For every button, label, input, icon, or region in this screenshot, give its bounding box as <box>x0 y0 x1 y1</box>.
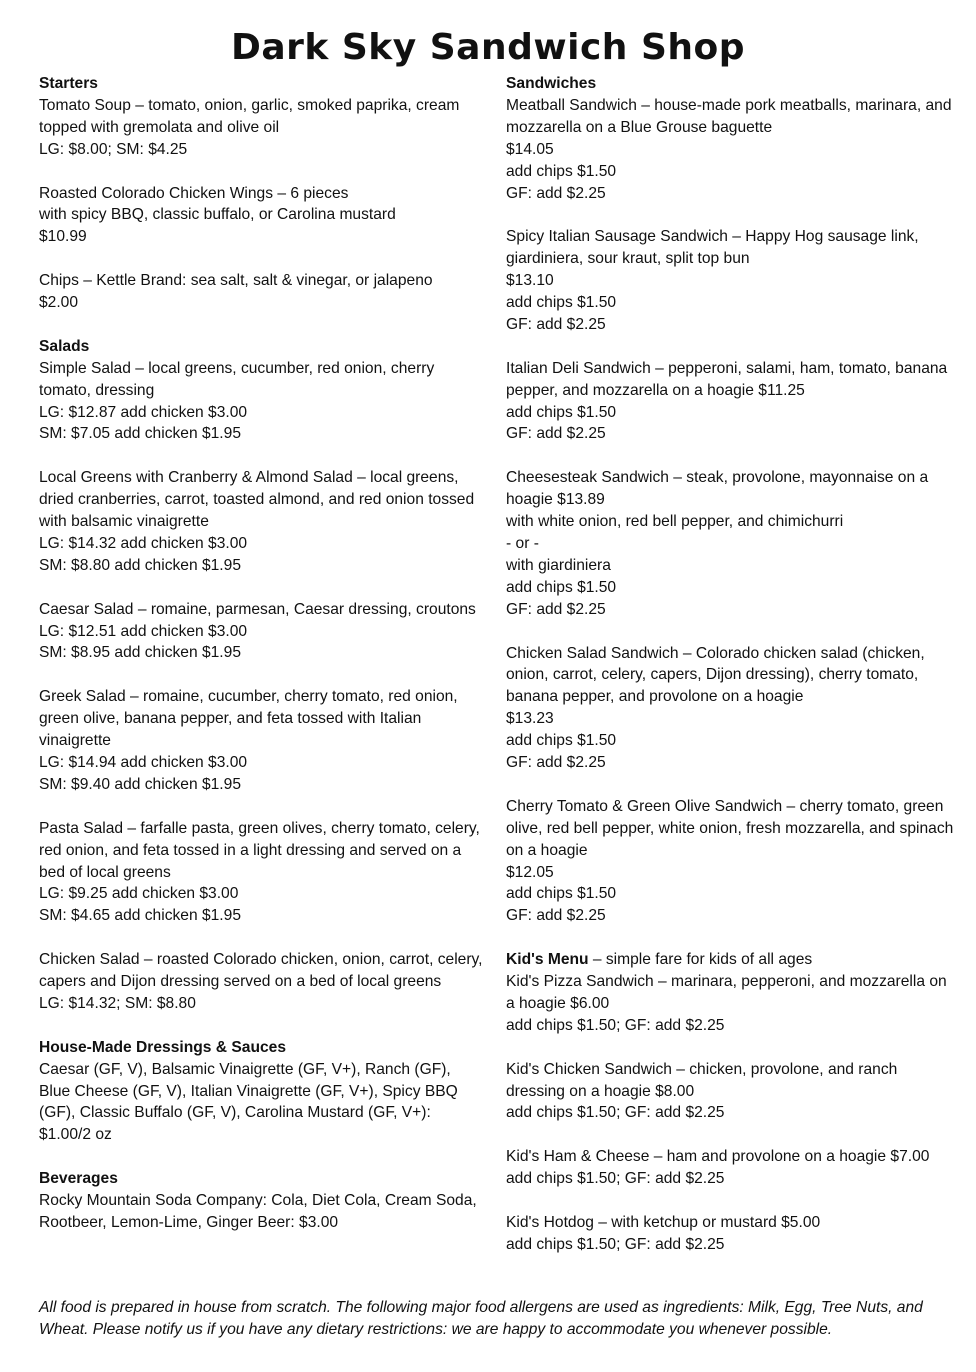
left-column <box>39 73 484 1234</box>
item-price: $10.99 <box>39 228 87 246</box>
item-description: Chips – Kettle Brand: sea salt, salt & vinegar, or jalapeno <box>39 272 433 290</box>
item-detail: GF: add $2.25 <box>506 600 606 618</box>
kids-list <box>506 971 956 1256</box>
item-detail: GF: add $2.25 <box>506 184 606 202</box>
item-detail: add chips $1.50 <box>506 885 617 903</box>
item-detail: with white onion, red bell pepper, and chimichurri <box>506 513 844 531</box>
item-description-extra: with spicy BBQ, classic buffalo, or Carolina mustard <box>39 206 396 224</box>
item-detail: - or - <box>506 534 539 552</box>
item-detail: GF: add $2.25 <box>506 425 606 443</box>
item-detail: add chips $1.50 <box>506 578 617 596</box>
menu-item <box>506 226 956 336</box>
item-description: Chicken Salad Sandwich – Colorado chicken salad (chicken, onion, carrot, celery, capers, Dijon dressing), cherry tomato, banana pepper, and provolone on a hoagie <box>506 644 925 706</box>
item-price-small: SM: $9.40 add chicken $1.95 <box>39 775 241 793</box>
menu-item <box>506 467 956 620</box>
item-detail: $13.23 <box>506 710 554 728</box>
item-detail: add chips $1.50 <box>506 162 617 180</box>
menu-item <box>506 796 956 927</box>
item-detail: with giardiniera <box>506 556 611 574</box>
sandwiches-heading: Sandwiches <box>506 75 597 92</box>
item-detail: add chips $1.50; GF: add $2.25 <box>506 1170 725 1188</box>
kids-heading-label: Kid's Menu <box>506 951 589 969</box>
item-detail: $13.10 <box>506 272 554 290</box>
menu-item <box>39 467 484 577</box>
item-price-large: LG: $14.32 add chicken $3.00 <box>39 534 248 552</box>
item-detail: $14.05 <box>506 140 554 158</box>
item-detail: add chips $1.50 <box>506 294 617 312</box>
item-price-large: LG: $12.87 add chicken $3.00 <box>39 403 248 421</box>
item-price-small: SM: $8.95 add chicken $1.95 <box>39 644 241 662</box>
item-price-small: SM: $7.05 add chicken $1.95 <box>39 425 241 443</box>
kids-subheading: – simple fare for kids of all ages <box>588 951 813 969</box>
item-description: Spicy Italian Sausage Sandwich – Happy Hog sausage link, giardiniera, sour kraut, split top bun <box>506 228 919 268</box>
dressings-block <box>39 1059 484 1147</box>
item-description: Pasta Salad – farfalle pasta, green olives, cherry tomato, celery, red onion, and feta tossed in a light dressing and served on a bed of local greens <box>39 819 480 881</box>
dressings-price: $1.00/2 oz <box>39 1126 112 1144</box>
item-detail: add chips $1.50; GF: add $2.25 <box>506 1016 725 1034</box>
item-price-large: LG: $12.51 add chicken $3.00 <box>39 622 248 640</box>
menu-item <box>39 686 484 796</box>
item-price: $2.00 <box>39 294 79 312</box>
dressings-list: Caesar (GF, V), Balsamic Vinaigrette (GF, V+), Ranch (GF), Blue Cheese (GF, V), Italian Vinaigrette (GF, V+), Spicy BBQ (GF), Classic Buffalo (GF, V), Carolina Mustard (GF, V+): <box>39 1060 458 1122</box>
allergen-note: All food is prepared in house from scratch. The following major food allergens are used as ingredients: Milk, Egg, Tree Nuts, and Wheat. Please notify us if you have any dietary restrictions: we are happy to accommodate you whenever possible. <box>39 1299 923 1338</box>
item-detail: add chips $1.50; GF: add $2.25 <box>506 1235 725 1253</box>
item-detail: $12.05 <box>506 863 554 881</box>
menu-item <box>506 1059 956 1125</box>
item-description: Kid's Pizza Sandwich – marinara, pepperoni, and mozzarella on a hoagie $6.00 <box>506 973 947 1012</box>
menu-item <box>39 599 484 665</box>
item-price-small: SM: $4.65 add chicken $1.95 <box>39 907 241 925</box>
menu-item <box>39 358 484 446</box>
salads-heading: Salads <box>39 337 90 355</box>
item-detail: add chips $1.50 <box>506 732 617 750</box>
item-description: Kid's Chicken Sandwich – chicken, provolone, and ranch dressing on a hoagie $8.00 <box>506 1060 898 1100</box>
kids-menu-heading <box>506 949 956 971</box>
item-description: Local Greens with Cranberry & Almond Salad – local greens, dried cranberries, carrot, toasted almond, and red onion tossed with balsamic vinaigrette <box>39 469 475 531</box>
dressings-heading: House-Made Dressings & Sauces <box>39 1038 286 1056</box>
item-description: Chicken Salad – roasted Colorado chicken, onion, carrot, celery, capers and Dijon dressing served on a bed of local greens <box>39 951 483 991</box>
item-detail: GF: add $2.25 <box>506 315 606 333</box>
sandwich-list <box>506 95 956 949</box>
item-detail: add chips $1.50; GF: add $2.25 <box>506 1104 725 1122</box>
menu-item <box>39 95 484 161</box>
item-price: LG: $8.00; SM: $4.25 <box>39 140 188 158</box>
menu-item <box>506 1212 956 1256</box>
beverages-text: Rocky Mountain Soda Company: Cola, Diet Cola, Cream Soda, Rootbeer, Lemon-Lime, Ginger Beer: $3.00 <box>39 1192 477 1231</box>
item-detail: GF: add $2.25 <box>506 754 606 772</box>
menu-item <box>506 358 956 446</box>
item-description: Roasted Colorado Chicken Wings – 6 pieces <box>39 184 349 202</box>
item-description: Meatball Sandwich – house-made pork meatballs, marinara, and mozzarella on a Blue Grouse baguette <box>506 96 952 136</box>
item-description: Caesar Salad – romaine, parmesan, Caesar dressing, croutons <box>39 600 476 618</box>
item-price-large: LG: $9.25 add chicken $3.00 <box>39 885 239 903</box>
menu-item <box>39 270 484 314</box>
item-description: Simple Salad – local greens, cucumber, red onion, cherry tomato, dressing <box>39 359 435 399</box>
item-description: Kid's Ham & Cheese – ham and provolone on a hoagie $7.00 <box>506 1148 930 1166</box>
page-title: Dark Sky Sandwich Shop <box>230 27 746 68</box>
menu-item <box>506 1146 956 1190</box>
item-description: Kid's Hotdog – with ketchup or mustard $5.00 <box>506 1213 821 1231</box>
item-description: Tomato Soup – tomato, onion, garlic, smoked paprika, cream topped with gremolata and olive oil <box>39 96 460 136</box>
item-description: Cherry Tomato & Green Olive Sandwich – cherry tomato, green olive, red bell pepper, white onion, fresh mozzarella, and spinach on a hoagie <box>506 797 954 859</box>
menu-item <box>39 949 484 1015</box>
item-price: LG: $14.32; SM: $8.80 <box>39 994 196 1012</box>
menu-item <box>39 818 484 928</box>
item-description: Italian Deli Sandwich – pepperoni, salami, ham, tomato, banana pepper, and mozzarella on a hoagie $11.25 <box>506 359 948 399</box>
menu-item <box>506 643 956 774</box>
item-detail: add chips $1.50 <box>506 403 617 421</box>
beverages-heading: Beverages <box>39 1170 118 1188</box>
item-price-large: LG: $14.94 add chicken $3.00 <box>39 754 248 771</box>
starters-heading: Starters <box>39 75 98 92</box>
menu-item <box>506 971 956 1037</box>
menu-item <box>506 95 956 205</box>
item-description: Cheesesteak Sandwich – steak, provolone, mayonnaise on a hoagie $13.89 <box>506 469 929 509</box>
item-description: Greek Salad – romaine, cucumber, cherry tomato, red onion, green olive, banana pepper, and feta tossed with Italian vinaigrette <box>39 688 458 750</box>
item-price-small: SM: $8.80 add chicken $1.95 <box>39 556 241 574</box>
menu-item <box>39 183 484 249</box>
right-column <box>506 73 956 1256</box>
item-detail: GF: add $2.25 <box>506 907 606 925</box>
